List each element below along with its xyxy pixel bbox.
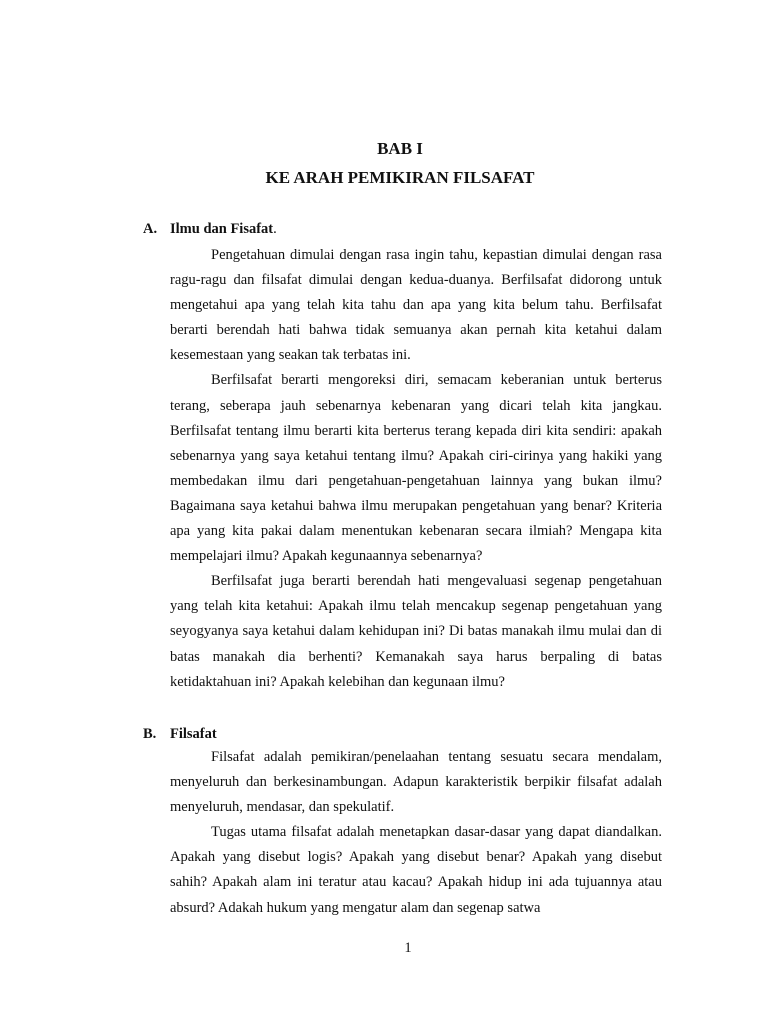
section-b-heading <box>143 726 217 743</box>
section-a-title-suffix: . <box>273 221 277 237</box>
section-b-letter: B. <box>143 726 157 742</box>
section-a-letter: A. <box>143 221 158 237</box>
section-a-heading <box>143 221 277 238</box>
section-b-paragraph-2: Tugas utama filsafat adalah menetapkan dasar-dasar yang dapat diandalkan. Apakah yang disebut logis? Apakah yang disebut benar? Apakah yang disebut sahih? Apakah alam ini teratur atau kacau? Apakah hidup ini ada tujuannya atau absurd? Adakah hukum yang mengatur alam dan segenap satwa <box>170 824 662 916</box>
section-b-paragraph-1: Filsafat adalah pemikiran/penelaahan tentang sesuatu secara mendalam, menyeluruh dan berkesinambungan. Adapun karakteristik berpikir filsafat adalah menyeluruh, mendasar, dan spekulatif. <box>170 749 662 816</box>
section-a-body <box>170 243 662 695</box>
chapter-title: BAB I <box>377 139 423 158</box>
section-a-title: Ilmu dan Fisafat <box>170 221 274 237</box>
section-a-paragraph-3: Berfilsafat juga berarti berendah hati mengevaluasi segenap pengetahuan yang telah kita ketahui: Apakah ilmu telah mencakup segenap pengetahuan yang seyogyanya saya ketahui dalam kehidupan ini? Di batas manakah ilmu mulai dan di batas manakah dia berhenti? Kemanakah saya harus berpaling di batas ketidaktahuan ini? Apakah kelebihan dan kegunaan ilmu? <box>170 573 662 690</box>
section-a-paragraph-1: Pengetahuan dimulai dengan rasa ingin tahu, kepastian dimulai dengan rasa ragu-ragu dan filsafat dimulai dengan kedua-duanya. Berfilsafat didorong untuk mengetahui apa yang telah kita tahu dan apa yang kita belum tahu. Berfilsafat berarti berendah hati bahwa tidak semuanya akan pernah kita ketahui dalam kesemestaan yang seakan tak terbatas ini. <box>170 247 662 364</box>
chapter-subtitle: KE ARAH PEMIKIRAN FILSAFAT <box>265 168 535 187</box>
page-number: 1 <box>404 940 412 956</box>
section-b-title: Filsafat <box>170 726 217 742</box>
section-a-paragraph-2: Berfilsafat berarti mengoreksi diri, semacam keberanian untuk berterus terang, seberapa jauh sebenarnya kebenaran yang dicari telah kita jangkau. Berfilsafat tentang ilmu berarti kita berterus terang kepada diri kita sendiri: apakah sebenarnya yang saya ketahui tentang ilmu? Apakah ciri-cirinya yang hakiki yang membedakan ilmu dari pengetahuan-pengetahuan lainnya yang bukan ilmu? Bagaimana saya ketahui bahwa ilmu merupakan pengetahuan yang benar? Kriteria apa yang kita pakai dalam menentukan kebenaran secara ilmiah? Mengapa kita mempelajari ilmu? Apakah kegunaannya sebenarnya? <box>170 372 662 565</box>
section-b-body <box>170 745 662 921</box>
